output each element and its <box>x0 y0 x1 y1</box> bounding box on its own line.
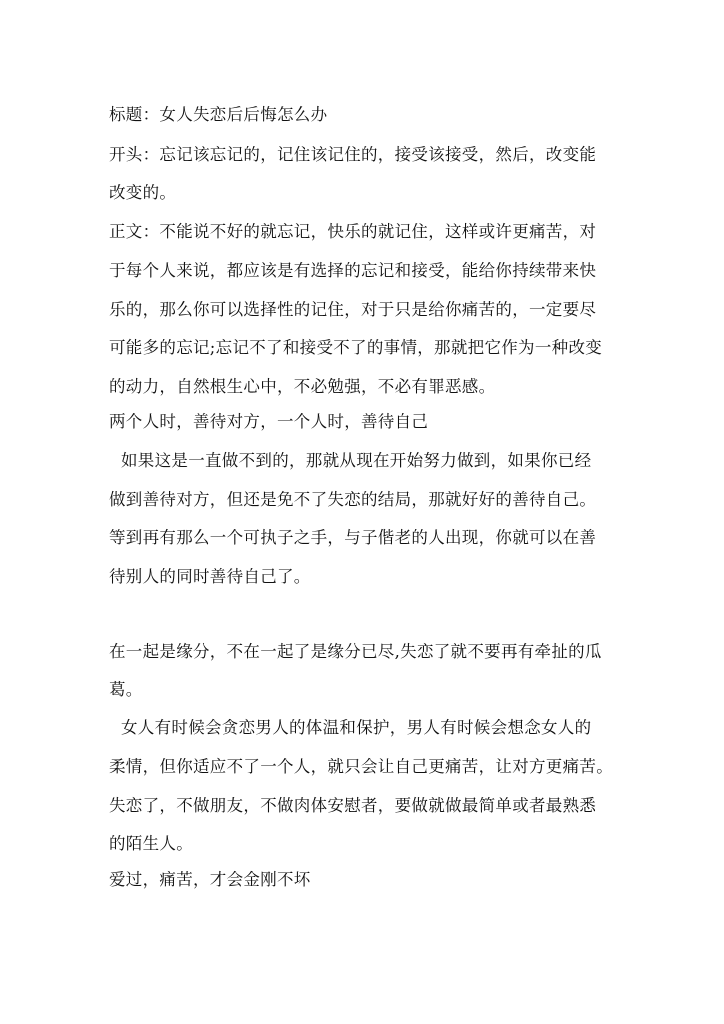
body-intro-line-4: 可能多的忘记;忘记不了和接受不了的事情，那就把它作为一种改变 <box>109 338 603 357</box>
section-heading-2-line-1: 在一起是缘分，不在一起了是缘分已尽,失恋了就不要再有牵扯的瓜 <box>109 642 602 661</box>
paragraph-1-line-1: 如果这是一直做不到的，那就从现在开始努力做到，如果你已经 <box>121 451 592 470</box>
body-intro-line-1: 正文：不能说不好的就忘记，快乐的就记住，这样或许更痛苦，对 <box>109 222 597 241</box>
document-title: 标题：女人失恋后后悔怎么办 <box>109 105 328 124</box>
body-intro-line-2: 于每个人来说，都应该是有选择的忘记和接受，能给你持续带来快 <box>109 261 597 280</box>
paragraph-2-line-1: 女人有时候会贪恋男人的体温和保护，男人有时候会想念女人的 <box>121 718 592 737</box>
opening-line-1: 开头：忘记该忘记的，记住该记住的，接受该接受，然后，改变能 <box>109 145 597 164</box>
body-intro-line-5: 的动力，自然根生心中，不必勉强，不必有罪恶感。 <box>109 377 496 396</box>
paragraph-1-line-3: 等到再有那么一个可执子之手，与子偕老的人出现，你就可以在善 <box>109 528 597 547</box>
paragraph-1-line-4: 待别人的同时善待自己了。 <box>109 567 311 586</box>
section-heading-1: 两个人时，善待对方，一个人时，善待自己 <box>109 412 429 431</box>
body-intro-line-3: 乐的，那么你可以选择性的记住，对于只是给你痛苦的，一定要尽 <box>109 300 597 319</box>
paragraph-1-line-2: 做到善待对方，但还是免不了失恋的结局，那就好好的善待自己。 <box>109 490 597 509</box>
paragraph-2-line-3: 失恋了，不做朋友，不做肉体安慰者，要做就做最简单或者最熟悉 <box>109 796 597 815</box>
section-heading-2-line-2: 葛。 <box>109 680 143 699</box>
section-heading-3: 爱过，痛苦，才会金刚不坏 <box>109 870 311 889</box>
paragraph-2-line-4: 的陌生人。 <box>109 834 193 853</box>
opening-line-2: 改变的。 <box>109 183 177 202</box>
paragraph-2-line-2: 柔情，但你适应不了一个人，就只会让自己更痛苦，让对方更痛苦。 <box>109 757 613 776</box>
